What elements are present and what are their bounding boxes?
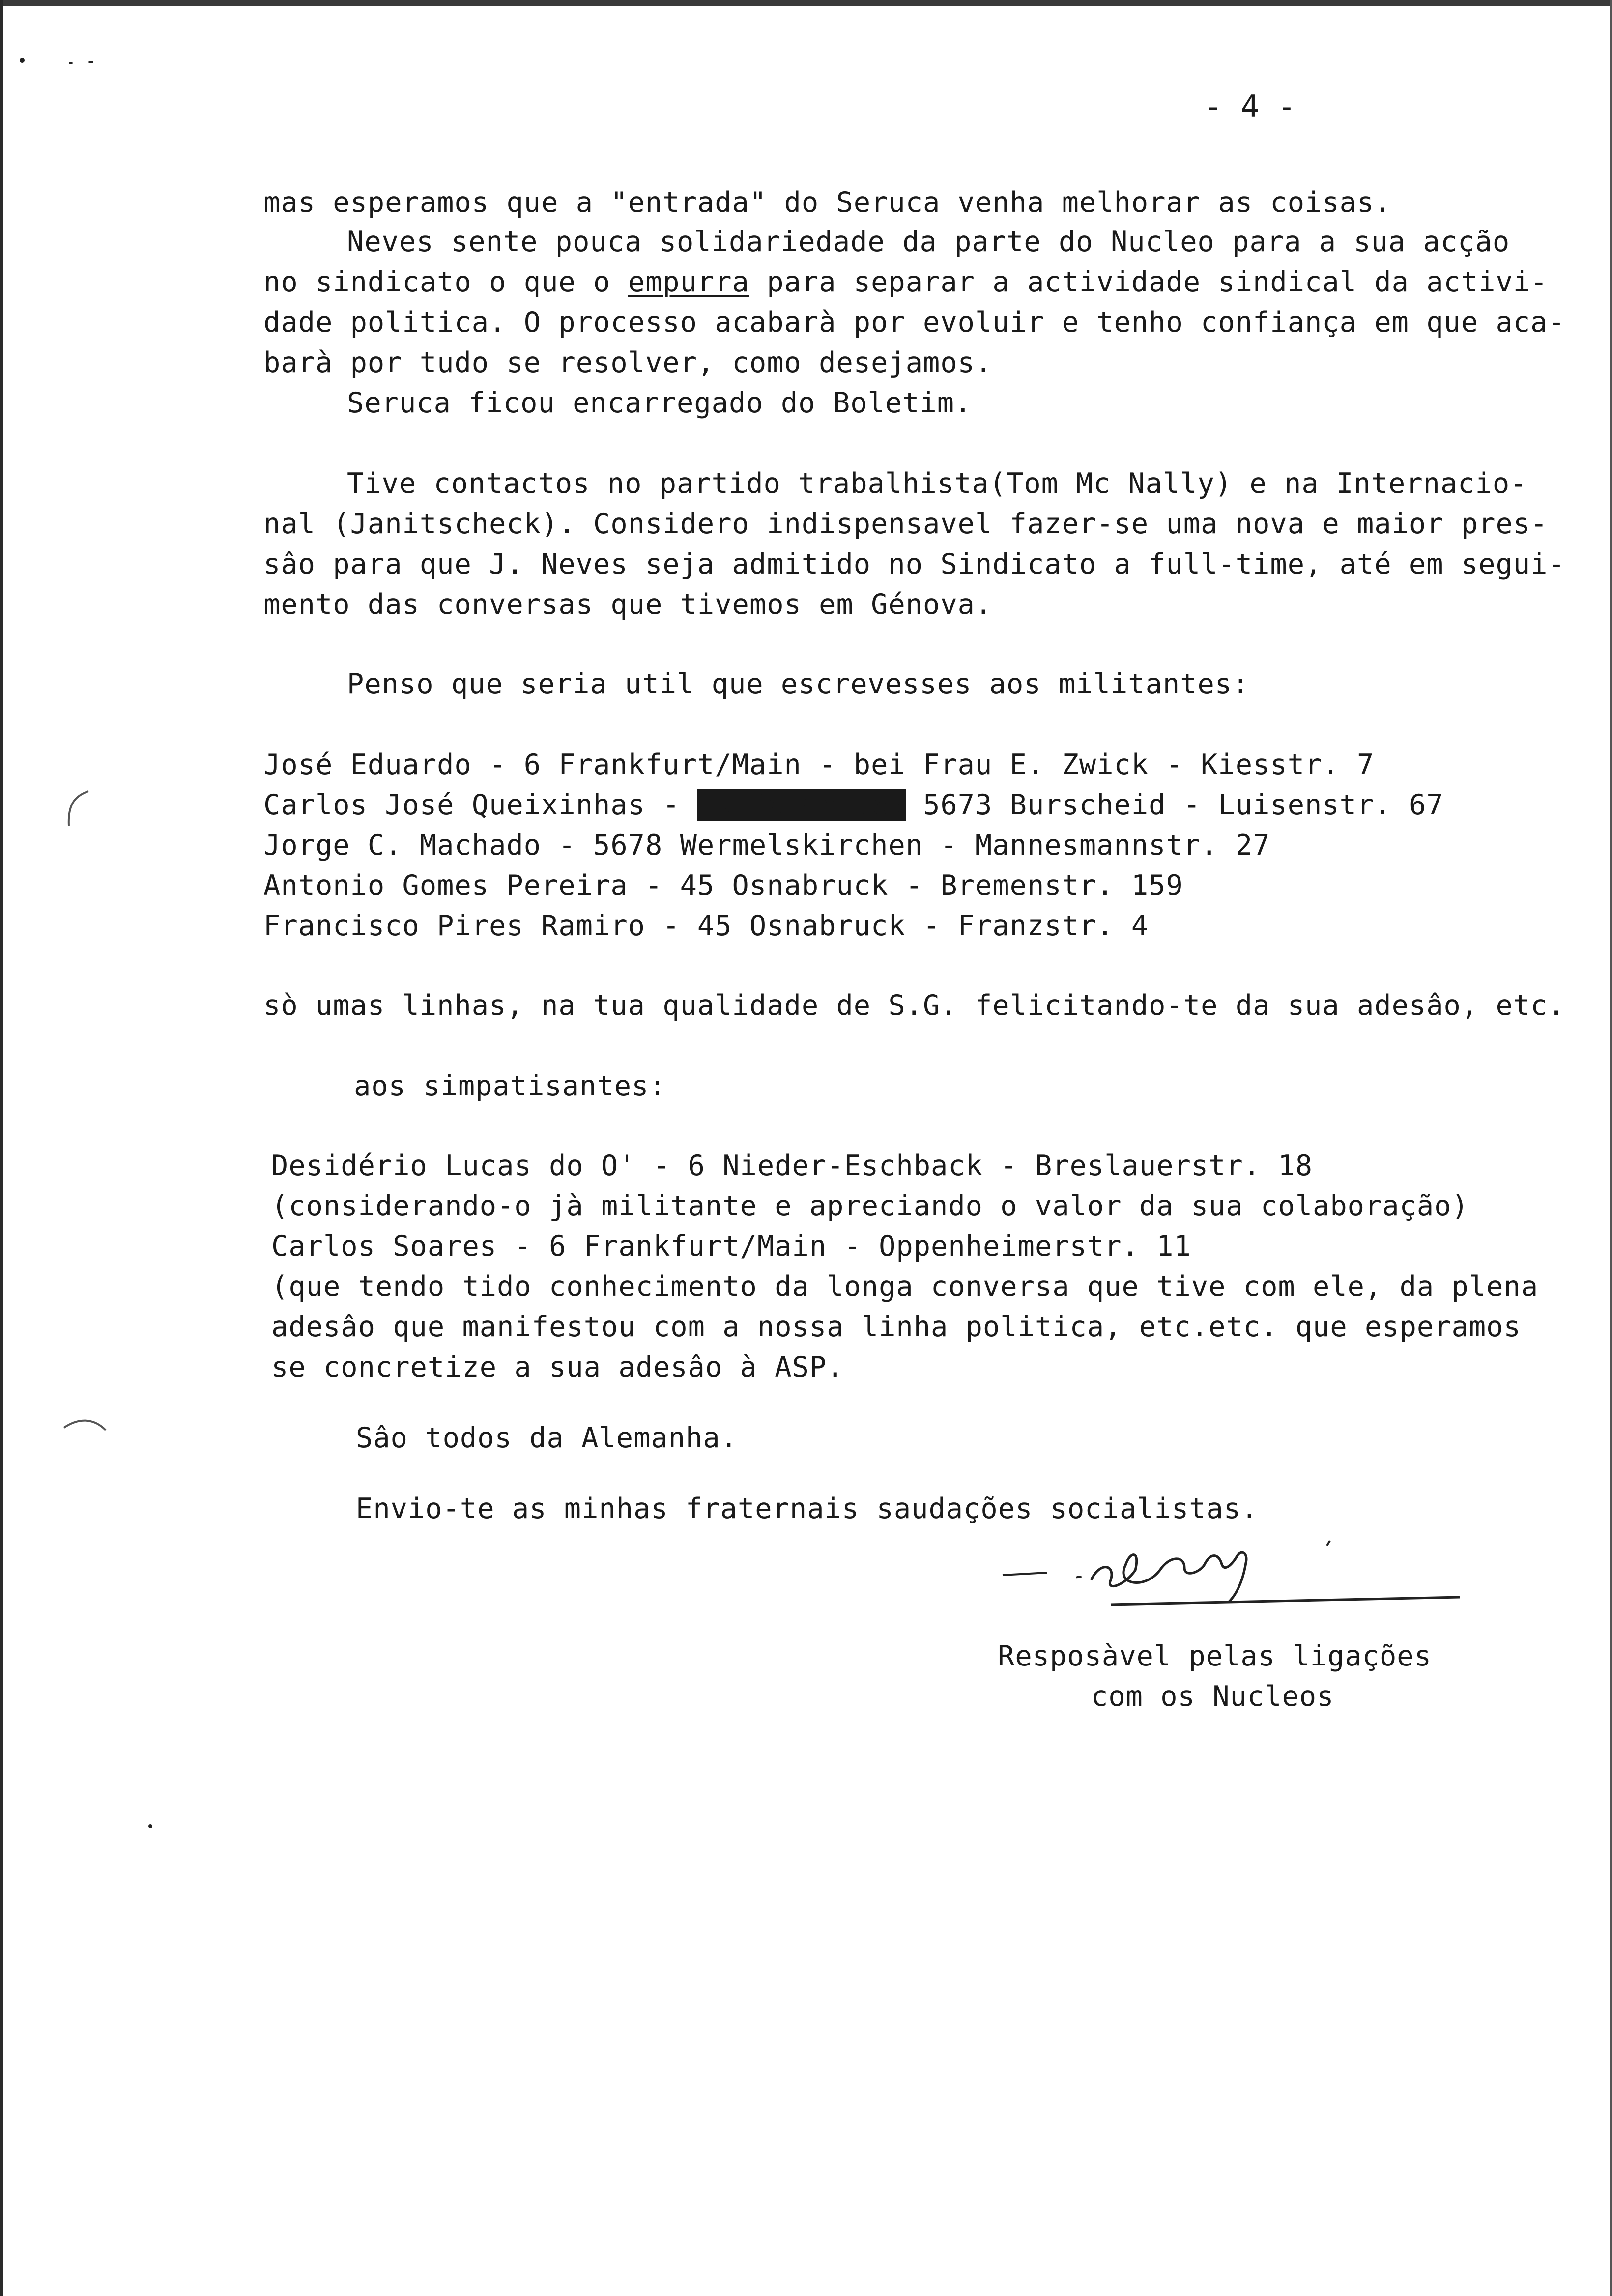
address-line: José Eduardo - 6 Frankfurt/Main - bei Frau E. Zwick - Kiesstr. 7 bbox=[263, 748, 1375, 781]
text-line: nal (Janitscheck). Considero indispensavel fazer-se uma nova e maior pres- bbox=[263, 508, 1548, 540]
text-line: (considerando-o jà militante e apreciando o valor da sua colaboração) bbox=[271, 1190, 1469, 1222]
handwritten-signature-icon bbox=[993, 1528, 1465, 1627]
address-line: Antonio Gomes Pereira - 45 Osnabruck - Bremenstr. 159 bbox=[263, 869, 1183, 902]
scan-right-edge bbox=[1610, 0, 1612, 2296]
scan-top-edge bbox=[0, 0, 1612, 6]
text-line: adesâo que manifestou com a nossa linha politica, etc.etc. que esperamos bbox=[271, 1311, 1521, 1343]
margin-mark bbox=[59, 786, 98, 831]
signatory-title: Resposàvel pelas ligações bbox=[998, 1640, 1432, 1672]
page-number: - 4 - bbox=[1204, 88, 1296, 124]
scan-speck bbox=[69, 62, 73, 64]
struck-out-text: 45 Osnabruck bbox=[697, 789, 906, 821]
signatory-title: com os Nucleos bbox=[1091, 1680, 1334, 1713]
scan-left-edge bbox=[0, 0, 3, 2296]
scan-speck bbox=[148, 1824, 152, 1828]
address-line: Carlos José Queixinhas - 45 Osnabruck 5673 Burscheid - Luisenstr. 67 bbox=[263, 789, 1444, 821]
margin-mark bbox=[59, 1415, 118, 1445]
text-line: dade politica. O processo acabarà por evoluir e tenho confiança em que aca- bbox=[263, 306, 1565, 339]
text-line: se concretize a sua adesâo à ASP. bbox=[271, 1351, 844, 1383]
text-line: barà por tudo se resolver, como desejamos. bbox=[263, 346, 993, 379]
address-line: Jorge C. Machado - 5678 Wermelskirchen - Mannesmannstr. 27 bbox=[263, 829, 1270, 861]
text-line: no sindicato o que o empurra para separar a actividade sindical da activi- bbox=[263, 266, 1548, 298]
address-line: Desidério Lucas do O' - 6 Nieder-Eschback - Breslauerstr. 18 bbox=[271, 1149, 1313, 1182]
closing-line: Envio-te as minhas fraternais saudações socialistas. bbox=[356, 1492, 1259, 1525]
text-line: mas esperamos que a "entrada" do Seruca venha melhorar as coisas. bbox=[263, 186, 1392, 219]
text-line: Sâo todos da Alemanha. bbox=[356, 1422, 738, 1454]
text-line: Tive contactos no partido trabalhista(Tom Mc Nally) e na Internacio- bbox=[347, 467, 1527, 500]
text-line: Neves sente pouca solidariedade da parte do Nucleo para a sua acção bbox=[347, 226, 1510, 258]
scan-speck bbox=[88, 61, 93, 63]
address-line: Francisco Pires Ramiro - 45 Osnabruck - Franzstr. 4 bbox=[263, 910, 1149, 942]
scan-speck bbox=[20, 58, 25, 63]
text-line: (que tendo tido conhecimento da longa conversa que tive com ele, da plena bbox=[271, 1270, 1539, 1303]
text-line: sò umas linhas, na tua qualidade de S.G. felicitando-te da sua adesâo, etc. bbox=[263, 989, 1565, 1022]
text-line: sâo para que J. Neves seja admitido no Sindicato a full-time, até em segui- bbox=[263, 548, 1565, 580]
underlined-word: empurra bbox=[628, 266, 749, 298]
text-line: Seruca ficou encarregado do Boletim. bbox=[347, 387, 972, 419]
text-line: mento das conversas que tivemos em Génova. bbox=[263, 588, 993, 621]
address-line: Carlos Soares - 6 Frankfurt/Main - Oppenheimerstr. 11 bbox=[271, 1230, 1191, 1263]
text-line: Penso que seria util que escrevesses aos militantes: bbox=[347, 668, 1250, 700]
text-line: aos simpatisantes: bbox=[354, 1070, 666, 1102]
